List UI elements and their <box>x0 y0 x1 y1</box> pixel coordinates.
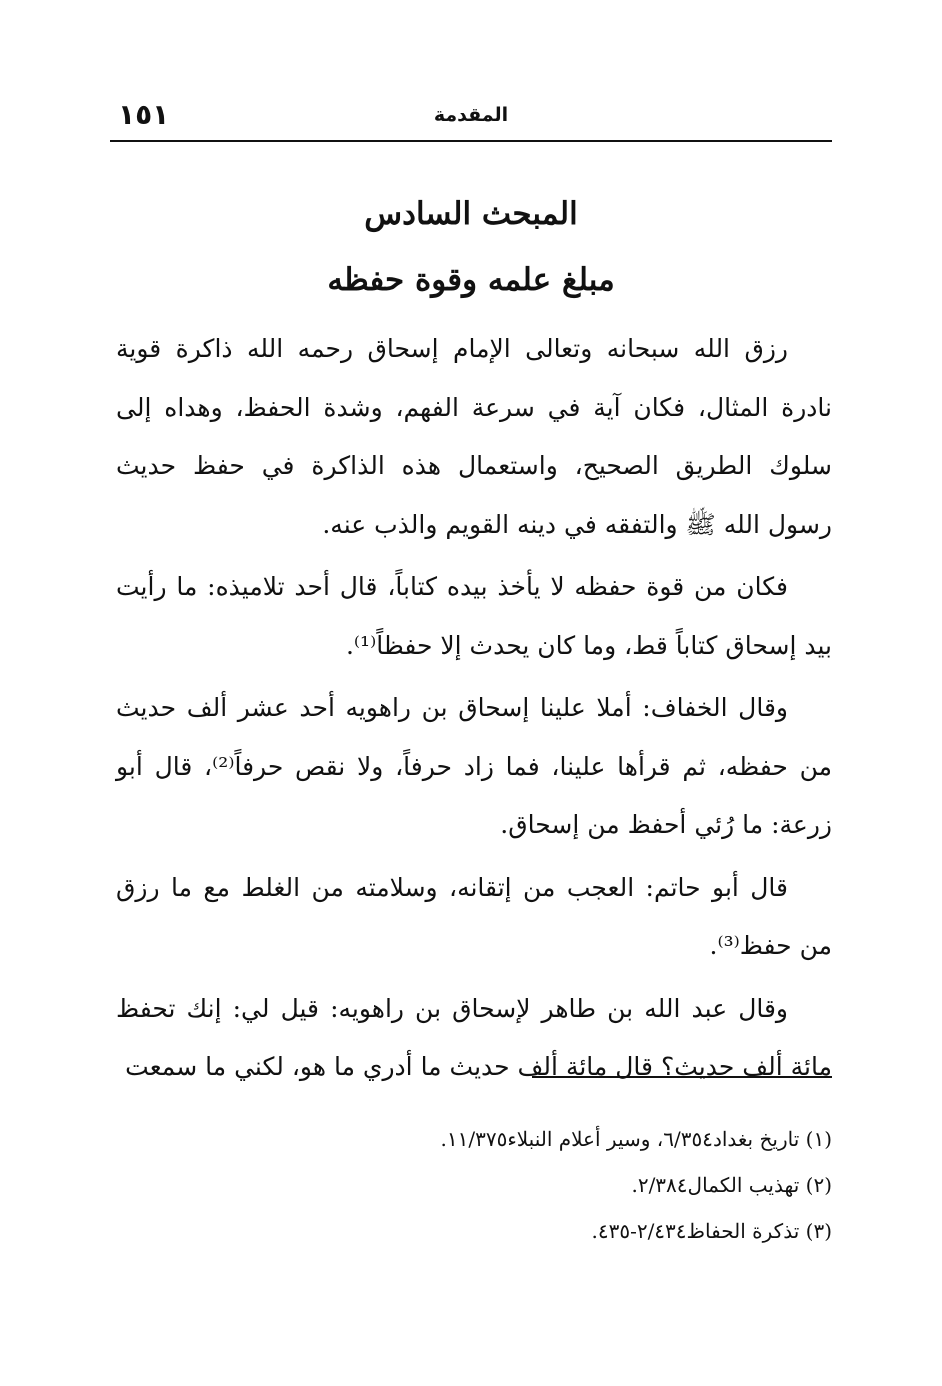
running-header-title: المقدمة <box>433 104 509 126</box>
chapter-title: المبحث السادس <box>364 196 578 232</box>
running-header <box>110 98 832 142</box>
paragraph: قال أبو حاتم: العجب من إتقانه، وسلامته من الغلط مع ما رزق من حفظ⁽³⁾. <box>116 872 832 960</box>
footnote: (٢) تهذيب الكمال٢/٣٨٤. <box>631 1173 832 1197</box>
paragraph: وقال عبد الله بن طاهر لإسحاق بن راهويه: قيل لي: إنك تحفظ مائة ألف حديث؟ قال مائة ألف حديث ما أدري ما هو، لكني ما سمعت <box>116 993 832 1081</box>
footnotes <box>116 1116 832 1254</box>
footnote-separator <box>532 1076 832 1078</box>
chapter-heading <box>110 188 832 306</box>
footnote: (٣) تذكرة الحفاظ٢/٤٣٤-٤٣٥. <box>591 1219 832 1243</box>
chapter-subtitle: مبلغ علمه وقوة حفظه <box>327 262 615 298</box>
paragraph: وقال الخفاف: أملا علينا إسحاق بن راهويه أحد عشر ألف حديث من حفظه، ثم قرأها علينا، فما زاد حرفاً، ولا نقص حرفاً⁽²⁾، قال أبو زرعة: ما رُئي أحفظ من إسحاق. <box>116 693 832 839</box>
paragraph: رزق الله سبحانه وتعالى الإمام إسحاق رحمه الله ذاكرة قوية نادرة المثال، فكان آية في سرعة الفهم، وشدة الحفظ، وهداه إلى سلوك الطريق الصحيح، واستعمال هذه الذاكرة في حفظ حديث رسول الله ﷺ والتفقه في دينه القويم والذب عنه. <box>116 334 832 539</box>
header-rule <box>110 140 832 142</box>
footnote: (١) تاريخ بغداد٦/٣٥٤، وسير أعلام النبلاء١١/٣٧٥. <box>440 1127 832 1151</box>
body-text <box>116 320 832 1097</box>
paragraph: فكان من قوة حفظه لا يأخذ بيده كتاباً، قال أحد تلاميذه: ما رأيت بيد إسحاق كتاباً قط، وما كان يحدث إلا حفظاً⁽¹⁾. <box>116 572 832 660</box>
page-number: ١٥١ <box>118 98 170 131</box>
